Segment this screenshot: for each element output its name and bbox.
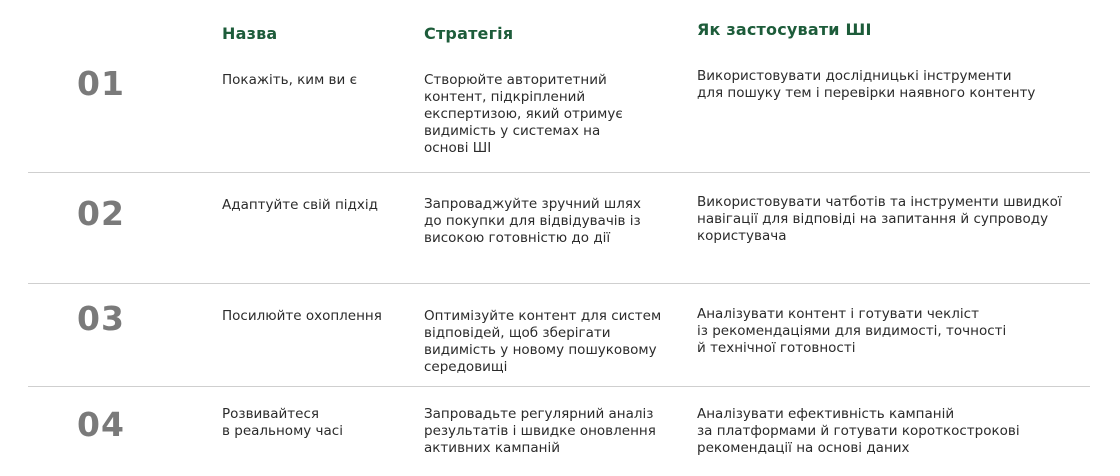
row-number: 01 bbox=[77, 64, 125, 103]
row-ai: Аналізувати контент і готувати чекліст із рекомендаціями для видимості, точності й технічної готовності bbox=[697, 306, 1007, 356]
row-strategy: Запровадьте регулярний аналіз результатів і швидке оновлення активних кампаній bbox=[424, 406, 656, 456]
row-ai: Використовувати чатботів та інструменти швидкої навігації для відповіді на запитання й супроводу користувача bbox=[697, 194, 1062, 244]
row-ai: Аналізувати ефективність кампаній за платформами й готувати короткострокові рекомендації на основі даних bbox=[697, 406, 1020, 456]
row-name: Покажіть, ким ви є bbox=[222, 72, 357, 88]
row-number: 04 bbox=[77, 405, 125, 444]
row-name: Розвивайтеся в реальному часі bbox=[222, 406, 343, 439]
row-number: 02 bbox=[77, 194, 125, 233]
row-name: Адаптуйте свій підхід bbox=[222, 197, 378, 213]
column-header-ai: Як застосувати ШІ bbox=[697, 20, 872, 39]
row-name: Посилюйте охоплення bbox=[222, 308, 382, 324]
row-divider bbox=[28, 283, 1090, 284]
row-strategy: Створюйте авторитетний контент, підкріплений експертизою, який отримує видимість у системах на основі ШІ bbox=[424, 72, 623, 156]
table-header bbox=[0, 0, 1120, 60]
row-strategy: Оптимізуйте контент для систем відповідей, щоб зберігати видимість у новому пошуковому середовищі bbox=[424, 308, 662, 375]
row-divider bbox=[28, 386, 1090, 387]
row-ai: Використовувати дослідницькі інструменти для пошуку тем і перевірки наявного контенту bbox=[697, 68, 1036, 101]
row-divider bbox=[28, 172, 1090, 173]
row-number: 03 bbox=[77, 299, 125, 338]
column-header-name: Назва bbox=[222, 24, 278, 43]
row-strategy: Запроваджуйте зручний шлях до покупки для відвідувачів із високою готовністю до дії bbox=[424, 196, 642, 246]
column-header-strategy: Стратегія bbox=[424, 24, 514, 43]
